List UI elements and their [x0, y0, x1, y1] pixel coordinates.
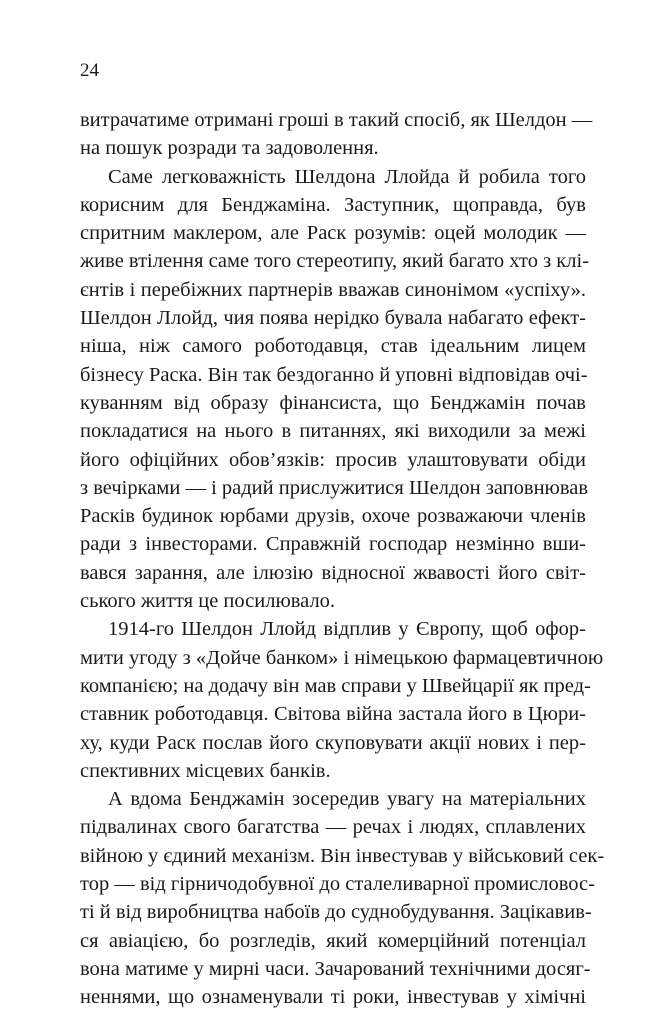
text-line: мити угоду з «Дойче банком» і німецькою фармацевтичною [80, 646, 604, 669]
text-line: єнтів і перебіжних партнерів вважав синонімом «успіху». [80, 278, 586, 301]
text-line: Расків будинок юрбами друзів, охоче розважаючи членів [80, 505, 586, 528]
text-line: підвалинах свого багатства — речах і людях, сплавлених [80, 816, 586, 839]
paragraph [80, 615, 604, 785]
text-line: спективних місцевих банків. [80, 759, 331, 782]
text-line: А вдома Бенджамін зосередив увагу на матеріальних [108, 788, 586, 811]
text-line: покладатися на нього в питаннях, які виходили за межі [80, 420, 586, 443]
text-line: вався зарання, але ілюзію відносної жвавості його світ- [80, 561, 586, 584]
text-line: корисним для Бенджаміна. Заступник, щоправда, був [80, 193, 586, 216]
paragraph [80, 163, 590, 616]
text-line: витрачатиме отримані гроші в такий спосіб, як Шелдон — [80, 109, 593, 131]
text-line: ху, куди Раск послав його скуповувати акції нових і пер- [80, 731, 586, 754]
text-line: війною у єдиний механізм. Він інвестував у військовий сек- [80, 844, 605, 867]
body-text [80, 106, 605, 1012]
text-line: його офіційних обов’язків: просив улаштовувати обіди [80, 448, 586, 471]
text-line: спритним маклером, але Раск розумів: оцей молодик — [80, 222, 586, 245]
paragraph [80, 785, 605, 1011]
text-line: з вечірками — і радий прислужитися Шелдон заповнював [80, 476, 589, 499]
page-number: 24 [80, 60, 99, 81]
text-line: тор — від гірничодобувної до сталеливарної промисловос- [80, 873, 595, 896]
text-line: куванням від образу фінансиста, що Бенджамін почав [80, 391, 586, 414]
text-line: компанією; на додачу він мав справи у Швейцарії як пред- [80, 674, 591, 697]
text-line: ського життя це посилювало. [80, 590, 336, 613]
text-line: на пошук розради та задоволення. [80, 137, 379, 160]
text-line: вона матиме у мирні часи. Зачарований технічними досяг- [80, 957, 591, 980]
text-line: неннями, що ознаменували ті роки, інвестував у хімічні [80, 986, 586, 1009]
text-line: ті й від виробництва набоїв до суднобудування. Зацікавив- [80, 901, 592, 924]
text-line: ставник роботодавця. Світова війна застала його в Цюри- [80, 703, 586, 726]
text-line: ся авіацією, бо розгледів, який комерційний потенціал [80, 929, 586, 952]
text-line: Саме легковажність Шелдона Ллойда й робила того [108, 165, 586, 188]
text-line: Шелдон Ллойд, чия поява нерідко бувала набагато ефект- [80, 307, 586, 330]
paragraph [80, 106, 593, 163]
text-line: 1914-го Шелдон Ллойд відплив у Європу, щоб офор- [108, 618, 586, 641]
text-line: бізнесу Раска. Він так бездоганно й уповні відповідав очі- [80, 363, 588, 386]
text-line: ніша, ніж самого роботодавця, став ідеальним лицем [80, 335, 586, 358]
text-line: живе втілення саме того стереотипу, який багато хто з клі- [80, 250, 590, 273]
text-line: ради з інвесторами. Справжній господар незмінно вши- [80, 533, 586, 556]
